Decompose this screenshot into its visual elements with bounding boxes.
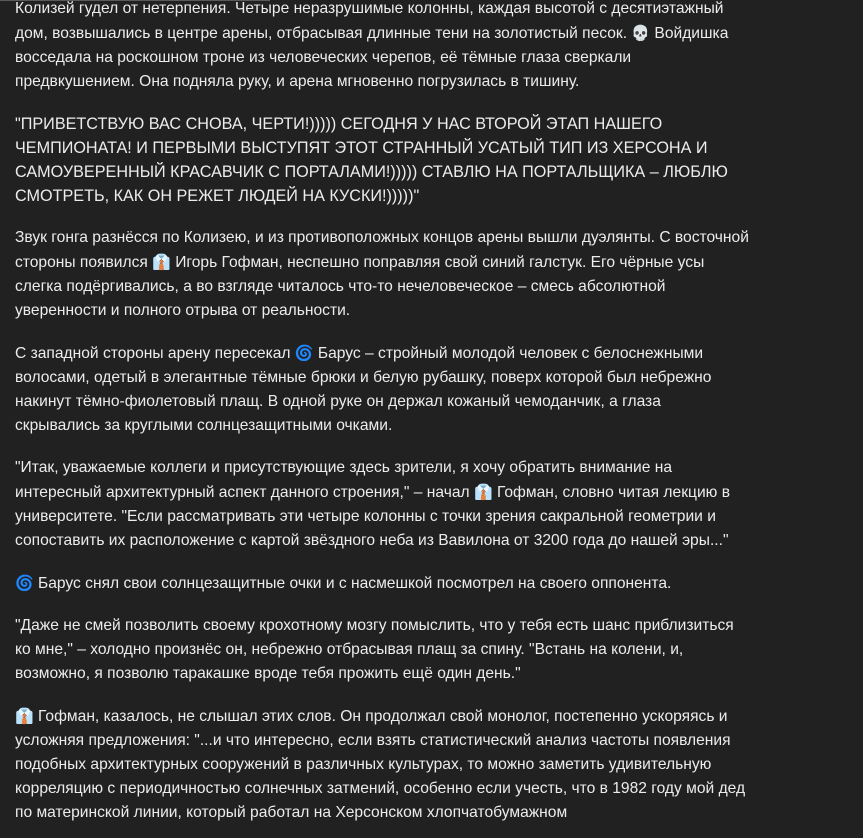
cyclone-icon: 🌀 — [294, 344, 314, 362]
skull-icon: 💀 — [631, 24, 651, 42]
paragraph-1-text-a: Колизей гудел от нетерпения. Четыре неразрушимые колонны, каждая высотой с десятиэтажный дом, возвышались в центре арены, отбрасывая длинные тени на золотистый песок. — [15, 0, 724, 42]
paragraph-7-text: "Даже не смей позволить своему крохотному мозгу помыслить, что у тебя есть шанс приблизиться ко мне," – холодно произнёс он, небрежно отбрасывая плащ за спину. "Встань на колени, и, возможно, я позволю таракашке вроде тебя прожить ещё один день." — [15, 617, 734, 682]
paragraph-8-text: Гофман, казалось, не слышал этих слов. Он продолжал свой монолог, постепенно ускоряясь и усложняя предложения: "...и что интересно, если взять статистический анализ частоты появления подобных архитектурных сооружений в различных культурах, то можно заметить удивительную корреляцию с периодичностью солнечных затмений, особенно если учесть, что в 1982 году мой дед по материнской линии, который работал на Херсонском хлопчатобумажном — [15, 708, 746, 821]
paragraph-5-text-a: "Итак, уважаемые коллеги и присутствующие здесь зрители, я хочу обратить внимание на интересный архитектурный аспект данного строения," – начал — [15, 459, 673, 501]
paragraph-2 — [15, 112, 750, 208]
necktie-icon: 👔 — [473, 483, 493, 501]
paragraph-1 — [15, 0, 750, 94]
paragraph-8 — [15, 704, 750, 825]
paragraph-4-text-a: С западной стороны арену пересекал — [15, 345, 295, 362]
paragraph-3-text-a: Звук гонга разнёсся по Колизею, и из противоположных концов арены вышли дуэлянты. С восточной стороны появился — [15, 229, 749, 271]
cyclone-icon: 🌀 — [15, 574, 34, 592]
paragraph-6 — [15, 571, 750, 596]
paragraph-5-text-b: Гофман, словно читая лекцию в университете. "Если рассматривать эти четыре колонны с точки зрения сакральной геометрии и сопоставить их расположение с картой звёздного неба из Вавилона от 3200 года до нашей эры..." — [15, 484, 730, 549]
necktie-icon: 👔 — [152, 253, 171, 271]
paragraph-2-text: "ПРИВЕТСТВУЮ ВАС СНОВА, ЧЕРТИ!))))) СЕГОДНЯ У НАС ВТОРОЙ ЭТАП НАШЕГО ЧЕМПИОНАТА! И ПЕРВЫМИ ВЫСТУПЯТ ЭТОТ СТРАННЫЙ УСАТЫЙ ТИП ИЗ ХЕРСОНА И САМОУВЕРЕННЫЙ КРАСАВЧИК С ПОРТАЛАМИ!))))) СТАВЛЮ НА ПОРТАЛЬЩИКА – ЛЮБЛЮ СМОТРЕТЬ, КАК ОН РЕЖЕТ ЛЮДЕЙ НА КУСКИ!)))))" — [15, 115, 728, 205]
paragraph-7 — [15, 614, 750, 686]
necktie-icon: 👔 — [15, 707, 34, 725]
chat-message — [15, 0, 750, 838]
paragraph-4 — [15, 341, 750, 438]
paragraph-1-text-b: Войдишка восседала на роскошном троне из человеческих черепов, её тёмные глаза сверкали предвкушением. Она подняла руку, и арена мгновенно погрузилась в тишину. — [15, 25, 729, 90]
paragraph-3-text-b: Игорь Гофман, неспешно поправляя свой синий галстук. Его чёрные усы слегка подёргивались, а во взгляде читалось что-то нечеловеческое – смесь абсолютной уверенности и полного отрыва от реальности. — [15, 254, 705, 319]
paragraph-6-text: Барус снял свои солнцезащитные очки и с насмешкой посмотрел на своего оппонента. — [33, 575, 672, 592]
paragraph-3 — [15, 226, 750, 323]
paragraph-4-text-b: Барус – стройный молодой человек с белоснежными волосами, одетый в элегантные тёмные брюки и белую рубашку, поверх которой был небрежно накинут тёмно-фиолетовый плащ. В одной руке он держал кожаный чемоданчик, а глаза скрывались за круглыми солнцезащитными очками. — [15, 345, 712, 434]
paragraph-5 — [15, 456, 750, 553]
